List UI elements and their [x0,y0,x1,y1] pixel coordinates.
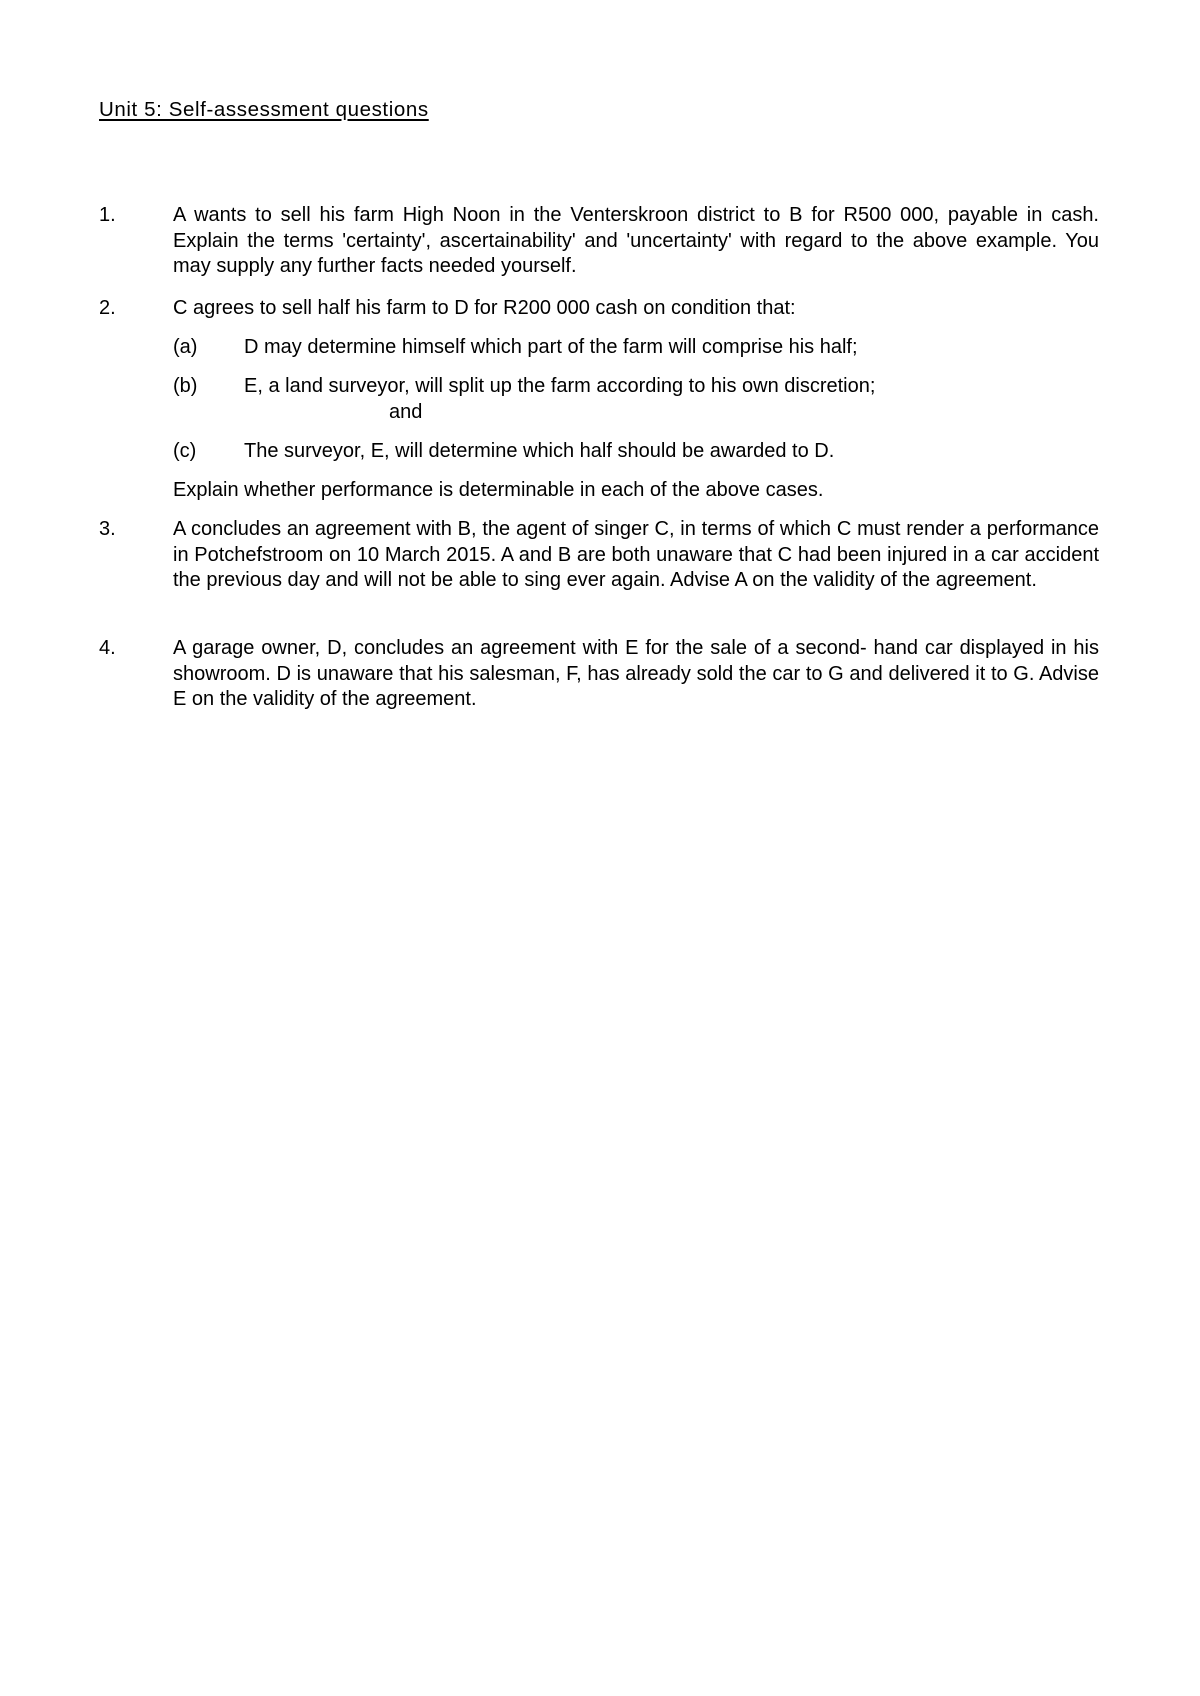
question-2 [99,296,1099,322]
question-4 [99,636,1099,713]
subitem-suffix: and [389,400,423,423]
page-title: Unit 5: Self-assessment questions [99,98,429,121]
question-3 [99,517,1099,594]
subitem-label: (b) [173,375,198,397]
question-text: A wants to sell his farm High Noon in the Venterskroon district to B for R500 000, payable in cash. Explain the terms 'certainty', ascertainability' and 'uncertainty' with regard to the above example. You may supply any further facts needed yourself. [173,204,1099,277]
question-number: 1. [99,204,116,226]
question-text: A concludes an agreement with B, the agent of singer C, in terms of which C must render a performance in Potchefstroom on 10 March 2015. A and B are both unaware that C had been injured in a car accident the previous day and will not be able to sing ever again. Advise A on the validity of the agreement. [173,518,1099,591]
subitem-label: (a) [173,336,198,358]
subitem-c [173,439,1099,465]
question-text: C agrees to sell half his farm to D for R200 000 cash on condition that: [173,297,796,319]
subitem-b [173,374,1099,425]
question-text: A garage owner, D, concludes an agreement with E for the sale of a second- hand car displayed in his showroom. D is unaware that his salesman, F, has already sold the car to G and delivered it to G. Advise E on the validity of the agreement. [173,637,1099,710]
question-number: 3. [99,518,116,540]
subitem-a [173,335,1099,361]
subitem-text: D may determine himself which part of the farm will comprise his half; [244,336,858,358]
subitem-label: (c) [173,440,197,462]
question-number: 4. [99,637,116,659]
subitem-text: E, a land surveyor, will split up the farm according to his own discretion; [244,375,876,397]
subitem-text: The surveyor, E, will determine which half should be awarded to D. [244,440,835,462]
question-1 [99,203,1099,280]
question-2-closing: Explain whether performance is determinable in each of the above cases. [173,479,824,501]
question-number: 2. [99,297,116,319]
